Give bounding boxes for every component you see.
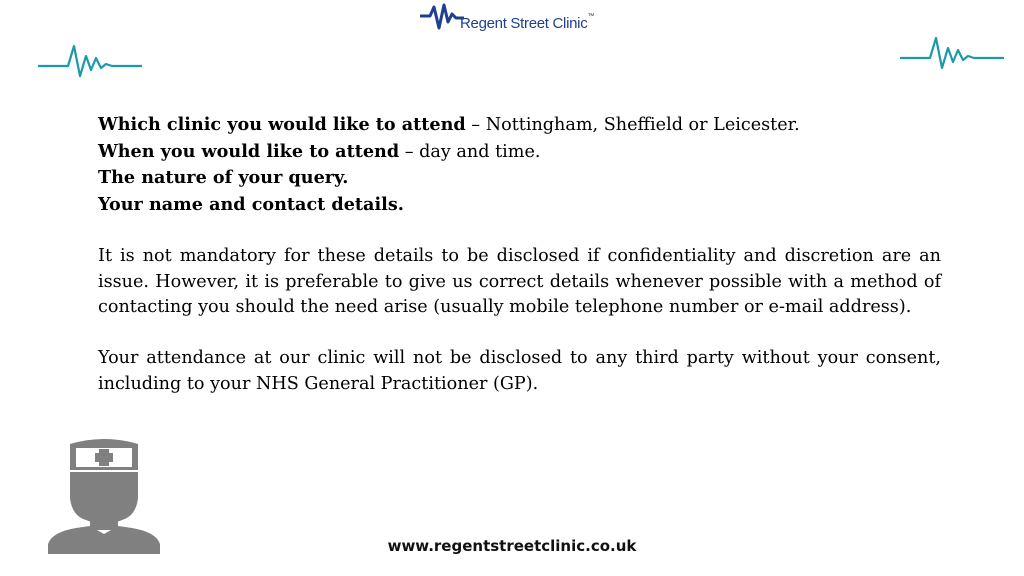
consent-paragraph: Your attendance at our clinic will not be disclosed to any third party without your consent, including to your NHS General Practitioner (GP). <box>98 348 941 394</box>
nurse-icon <box>46 436 164 556</box>
detail-line-when: When you would like to attend – day and time. <box>98 140 541 162</box>
heartbeat-logo-icon <box>420 2 464 32</box>
main-content <box>98 112 941 398</box>
detail-line-query: The nature of your query. <box>98 167 349 189</box>
heartbeat-line-right-icon <box>900 36 1004 74</box>
detail-line-contact: Your name and contact details. <box>98 193 404 215</box>
logo-wordmark: Regent Street Clinic™ <box>460 13 595 32</box>
detail-line-clinic: Which clinic you would like to attend – Nottingham, Sheffield or Leicester. <box>98 114 800 135</box>
website-link[interactable]: www.regentstreetclinic.co.uk <box>387 537 637 555</box>
confidentiality-paragraph: It is not mandatory for these details to be disclosed if confidentiality and discretion are an issue. However, it is preferable to give us correct details whenever possible with a method of contacting you should the need arise (usually mobile telephone number or e-mail address). <box>98 245 941 318</box>
clinic-logo <box>420 2 620 38</box>
heartbeat-line-left-icon <box>38 44 142 82</box>
